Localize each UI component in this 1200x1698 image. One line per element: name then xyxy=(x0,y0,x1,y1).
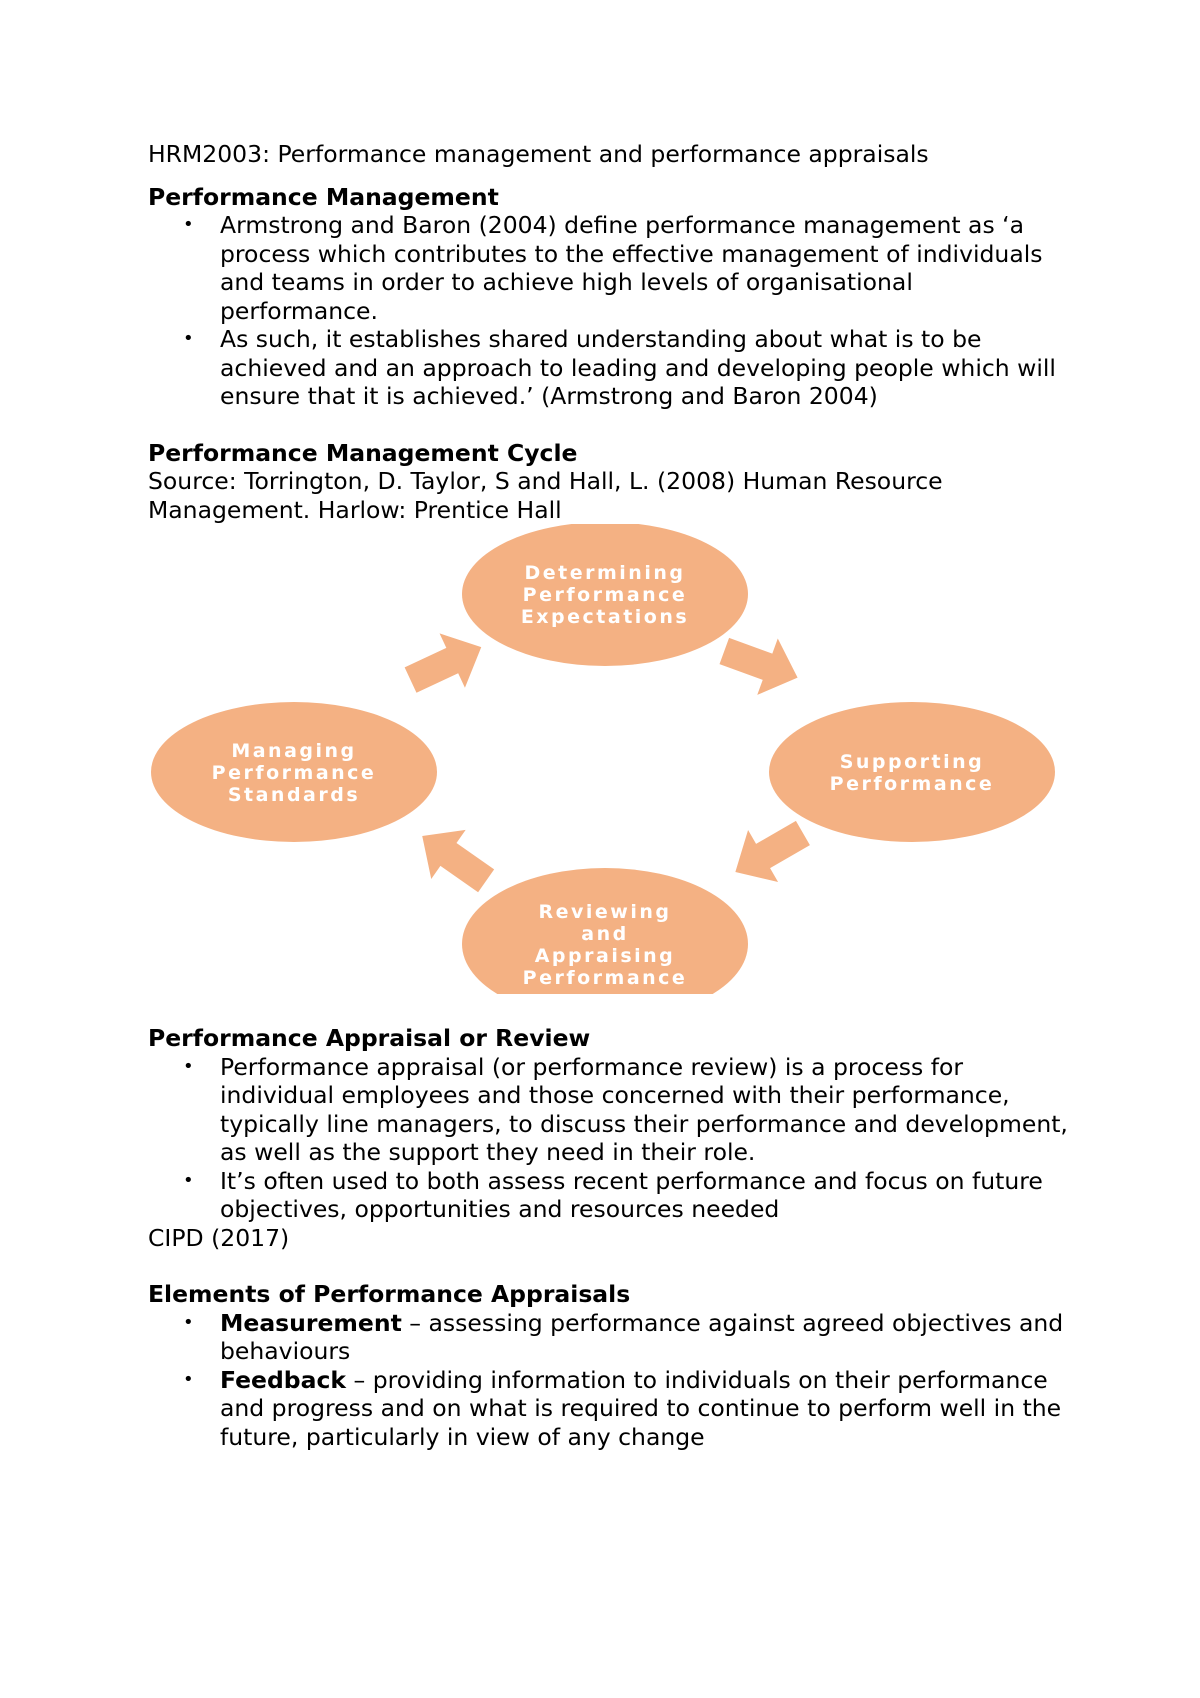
cycle-node-reviewing-label: Reviewing xyxy=(538,901,672,923)
cycle-node-managing-label: Standards xyxy=(227,784,361,806)
performance-management-list xyxy=(148,211,1078,411)
list-item: • Feedback – providing information to individuals on their performance and progress and on what is required to continue to perform well in the future, particularly in view of any change xyxy=(183,1365,1062,1451)
bullet-icon: • xyxy=(183,1169,194,1191)
source-citation-line-1: Source: Torrington, D. Taylor, S and Hall, L. (2008) Human Resource xyxy=(148,467,943,495)
list-item: • It’s often used to both assess recent performance and focus on future objectives, opportunities and resources needed xyxy=(183,1166,1043,1223)
list-item: • Performance appraisal (or performance review) is a process for individual employees and those concerned with their performance, typically line managers, to discuss their performance and development, as well as the support they need in their role. xyxy=(183,1052,1068,1166)
cycle-node-determining-label: Expectations xyxy=(520,606,690,628)
cycle-node-supporting-label: Supporting xyxy=(839,751,985,773)
cycle-node-managing-label: Performance xyxy=(211,762,377,784)
heading-performance-appraisal: Performance Appraisal or Review xyxy=(148,1024,591,1052)
cipd-citation: CIPD (2017) xyxy=(148,1223,290,1252)
bullet-icon: • xyxy=(183,1311,194,1333)
arrow-icon-bottom-right xyxy=(720,807,818,898)
bullet-icon: • xyxy=(183,328,194,349)
cycle-node-determining-label: Determining xyxy=(524,562,686,584)
term-feedback: Feedback xyxy=(220,1365,347,1394)
heading-performance-management: Performance Management xyxy=(148,182,499,211)
cycle-node-reviewing-label: and xyxy=(581,923,629,945)
arrow-icon-top-left xyxy=(398,620,494,707)
list-item: • As such, it establishes shared understanding about what is to be achieved and an approach to leading and developing people which will ensure that it is achieved.’ (Armstrong and Baron 2004) xyxy=(183,325,1056,410)
document-title: HRM2003: Performance management and performance appraisals xyxy=(148,140,929,168)
cycle-node-reviewing-label: Performance xyxy=(522,967,688,989)
cycle-node-reviewing-label: Appraising xyxy=(534,945,676,967)
performance-appraisal-list xyxy=(148,1053,1078,1224)
elements-list xyxy=(148,1309,1078,1452)
term-measurement: Measurement xyxy=(220,1308,402,1337)
bullet-icon: • xyxy=(183,214,194,235)
heading-elements-of-appraisals: Elements of Performance Appraisals xyxy=(148,1280,631,1308)
bullet-icon: • xyxy=(183,1055,194,1077)
cycle-svg xyxy=(0,524,1200,994)
cycle-node-supporting-label: Performance xyxy=(829,773,995,795)
heading-performance-management-cycle: Performance Management Cycle xyxy=(148,438,578,467)
bullet-icon: • xyxy=(183,1368,194,1390)
cycle-node-managing-label: Managing xyxy=(231,740,357,762)
cycle-node-determining-label: Performance xyxy=(522,584,688,606)
arrow-icon-top-right xyxy=(714,623,808,706)
list-item: • Armstrong and Baron (2004) define performance management as ‘a process which contributes to the effective management of individuals and teams in order to achieve high levels of organisational performance. xyxy=(183,211,1043,325)
source-citation-line-2: Management. Harlow: Prentice Hall xyxy=(148,495,562,524)
list-item: • Measurement – assessing performance against agreed objectives and behaviours xyxy=(183,1308,1064,1365)
document-page xyxy=(148,140,1078,1451)
performance-cycle-diagram xyxy=(148,524,1078,994)
arrow-icon-bottom-left xyxy=(405,811,503,905)
